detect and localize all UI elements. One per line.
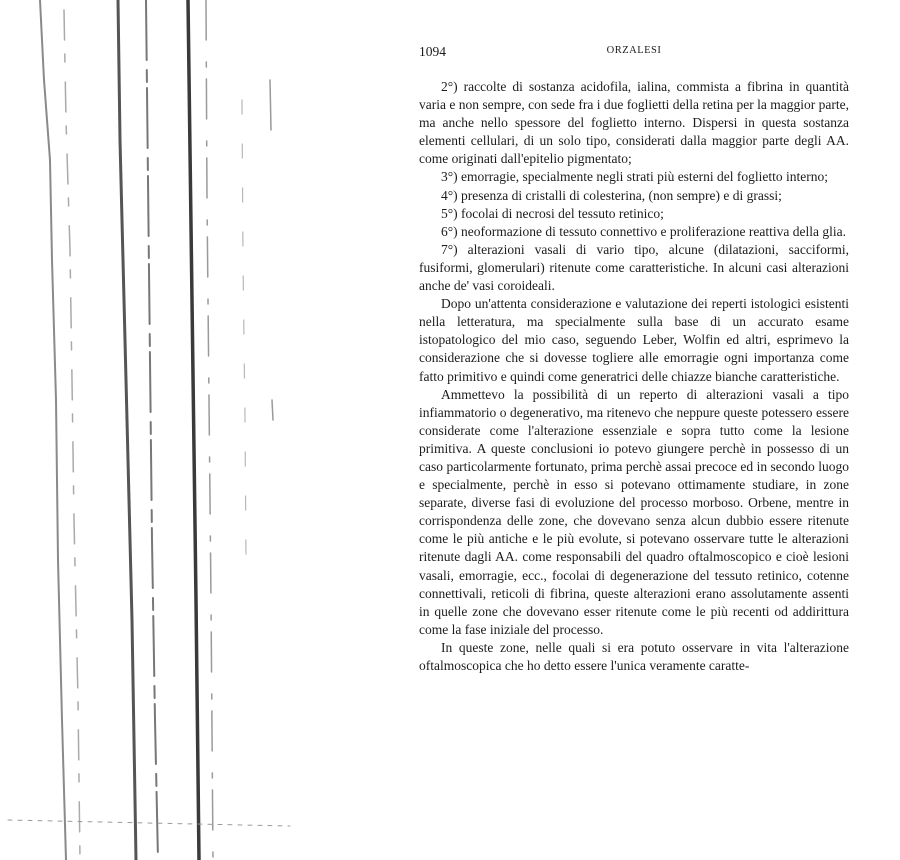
list-item-4: 4°) presenza di cristalli di colesterina, (non sempre) e di grassi; — [441, 187, 782, 203]
list-item-6: 6°) neoformazione di tessuto connettivo e proliferazione reattiva della glia. — [441, 223, 846, 239]
page-number: 1094 — [419, 44, 446, 59]
paragraph: Ammettevo la possibilità di un reperto di alterazioni vasali a tipo infiammatorio o degenerativo, ma ritenevo che neppure queste potessero essere considerate come l'alterazione essenziale e sopra tutto come la lesione primitiva. A queste conclusioni io potevo giungere perchè in possesso di un caso particolarmente fortunato, prima perchè assai precoce ed in secondo luogo e specialmente, perchè in esso si potevano ottimamente studiare, in zone separate, diverse fasi di evoluzione del processo morboso. Orbene, mentre in corrispondenza delle zone, che dovevano senza alcun dubbio essere ritenute come le più antiche e le più evolute, si potevano osservare tutte le alterazioni ritenute dagli AA. come responsabili del quadro oftalmoscopico e cioè lesioni vasali, emorragie, ecc., focolai di degenerazione del tessuto retinico, cotenne connettivali, reticoli di fibrina, queste alterazioni erano assolutamente assenti in quelle zone che dovevano esser ritenute come le più recenti od addirittura come la fase iniziale del processo. — [419, 386, 849, 637]
list-item-7: 7°) alterazioni vasali di vario tipo, alcune (dilatazioni, sacciformi, fusiformi, glomerulari) ritenute come caratteristiche. In alcuni casi alterazioni anche de' vasi coroideali. — [419, 241, 849, 294]
paragraph: Dopo un'attenta considerazione e valutazione dei reperti istologici esistenti nella letteratura, ma specialmente sulla base di un accurato esame istopatologico del mio caso, seguendo Leber, Wolfin ed altri, esprimevo la considerazione che si dovesse togliere alle emorragie ogni importanza come fatto primitivo e quindi come generatrici delle chiazze bianche caratteristiche. — [419, 296, 849, 384]
list-item-2: 2°) raccolte di sostanza acidofila, ialina, commista a fibrina in quantità varia e non sempre, con sede fra i due foglietti della retina per la maggior parte, ma anche nello spessore del foglietto interno. Dispersi in questa sostanza elementi cellulari, di un solo tipo, considerati dalla maggior parte degli AA. come originati dall'epitelio pigmentato; — [419, 79, 849, 167]
paragraph: In queste zone, nelle quali si era potuto osservare in vita l'alterazione oftalmoscopica che ho detto essere l'unica veramente caratte- — [419, 639, 849, 673]
body-text — [419, 78, 849, 675]
scanned-gutter-shadow — [0, 0, 300, 860]
running-title: ORZALESI — [606, 45, 662, 56]
page-header — [419, 44, 849, 66]
list-item-3: 3°) emorragie, specialmente negli strati più esterni del foglietto interno; — [441, 169, 829, 185]
list-item-5: 5°) focolai di necrosi del tessuto retinico; — [441, 205, 664, 221]
book-page — [419, 44, 849, 675]
